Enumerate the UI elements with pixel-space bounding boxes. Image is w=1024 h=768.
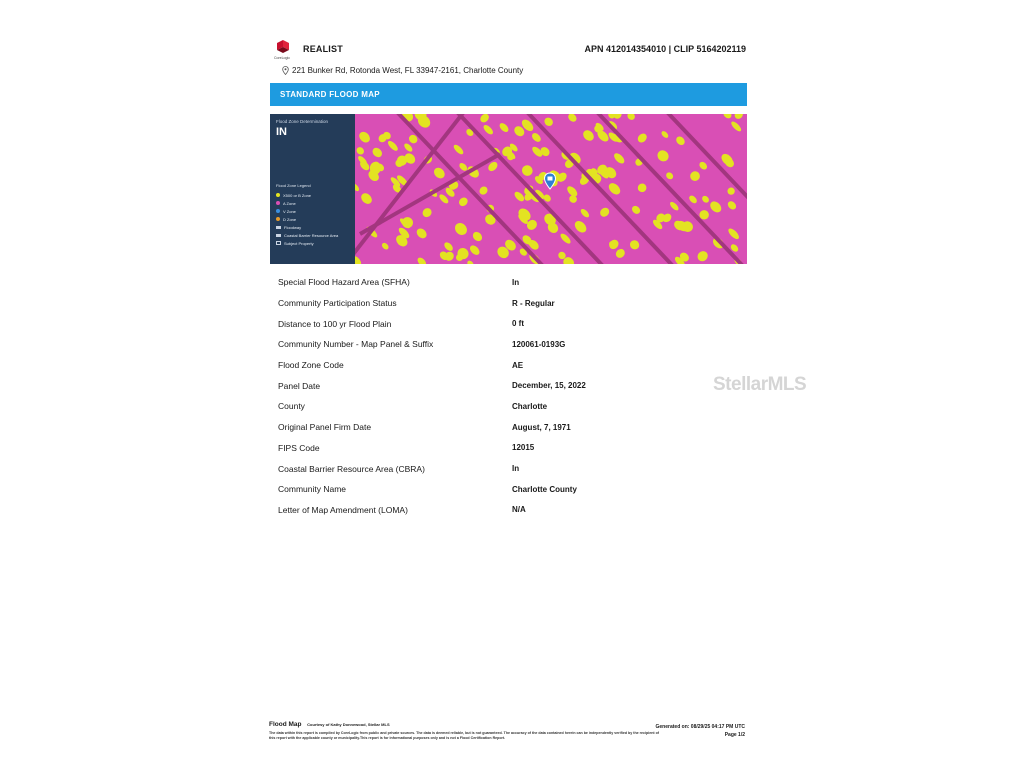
x-zone-patch [722, 114, 733, 120]
x-zone-patch [626, 114, 637, 121]
x-zone-patch [607, 181, 623, 197]
footer-disclaimer: The data within this report is compiled by CoreLogic from public and private sources. The data is deemed reliable, but is not guaranteed. The accuracy of the data contained herein can be independently verified by the recipient of this report with the applicable county or municipality.This report is for informational purposes only and is not a Flood Certification Report. [269, 731, 660, 740]
flood-zone-panel [270, 114, 355, 264]
house-icon [276, 241, 281, 245]
x-zone-patch [726, 186, 736, 196]
row-label: Special Flood Hazard Area (SFHA) [278, 277, 410, 288]
legend-label: Floodway [284, 224, 302, 230]
row-label: Panel Date [278, 380, 321, 391]
row-value: 0 ft [512, 319, 524, 329]
x-zone-patch [660, 130, 669, 139]
address-row [282, 66, 523, 75]
flood-zone-determination-value: IN [276, 126, 287, 138]
row-value: N/A [512, 505, 526, 515]
x-zone-patch [355, 146, 365, 156]
legend-dot-icon [276, 217, 280, 221]
property-address: 221 Bunker Rd, Rotonda West, FL 33947-2161, Charlotte County [292, 66, 524, 75]
x-zone-patch [457, 196, 469, 208]
x-zone-patch [730, 120, 743, 133]
legend-label: X500 or B Zone [283, 192, 312, 198]
legend-label: V Zone [283, 208, 296, 214]
legend-item [276, 215, 338, 223]
x-zone-patch [452, 143, 465, 156]
x-zone-patch [614, 247, 627, 260]
x-zone-patch [695, 249, 709, 263]
footer-courtesy: Courtesy of Kathy Donnewood, Stellar MLS [307, 722, 390, 727]
x-zone-patch [478, 185, 489, 196]
legend-label: Coastal Barrier Resource Area [284, 232, 339, 238]
x-zone-patch [421, 206, 434, 219]
x-zone-patch [359, 191, 374, 206]
flood-zone-legend [276, 191, 338, 247]
row-label: Letter of Map Amendment (LOMA) [278, 504, 408, 515]
x-zone-patch [708, 199, 723, 214]
table-row [278, 438, 738, 459]
row-label: Community Number - Map Panel & Suffix [278, 339, 434, 350]
row-value: August, 7, 1971 [512, 422, 571, 432]
flood-info-table [278, 272, 738, 520]
legend-label: D Zone [283, 216, 297, 222]
table-row [278, 375, 738, 396]
x-zone-patch [726, 200, 738, 212]
legend-item [276, 199, 338, 207]
row-label: Flood Zone Code [278, 360, 344, 371]
x-zone-patch [581, 128, 596, 143]
x-zone-patch [628, 238, 641, 251]
table-row [278, 272, 738, 293]
x-zone-patch [636, 182, 648, 194]
row-label: Original Panel Firm Date [278, 422, 372, 433]
legend-label: A Zone [283, 200, 296, 206]
x-zone-patch [415, 226, 429, 240]
x-zone-patch [733, 114, 745, 121]
x-zone-patch [466, 259, 475, 264]
x-zone-patch [630, 204, 641, 215]
table-row [278, 396, 738, 417]
logo-text: CoreLogic [274, 56, 290, 60]
row-label: FIPS Code [278, 442, 320, 453]
x-zone-patch [479, 114, 491, 124]
table-row [278, 479, 738, 500]
x-zone-patch [530, 131, 542, 143]
flood-zone-legend-title: Flood Zone Legend [276, 183, 311, 188]
x-zone-patch [573, 219, 589, 235]
x-zone-patch [579, 207, 590, 218]
legend-square-icon [276, 234, 281, 237]
table-row [278, 293, 738, 314]
flood-map [270, 114, 747, 264]
x-zone-patch [371, 146, 384, 159]
x-zone-patch [701, 194, 711, 204]
row-value: December, 15, 2022 [512, 381, 586, 391]
x-zone-patch [665, 171, 675, 181]
row-value: AE [512, 360, 524, 370]
row-label: Coastal Barrier Resource Area (CBRA) [278, 463, 425, 474]
legend-item [276, 223, 338, 231]
x-zone-patch [674, 135, 686, 147]
x-zone-patch [482, 123, 495, 136]
table-row [278, 500, 738, 521]
subject-property-pin-icon [543, 172, 557, 190]
row-value: 120061-0193G [512, 339, 566, 349]
x-zone-patch [669, 200, 680, 211]
x-zone-patch [443, 241, 455, 253]
legend-item [276, 239, 338, 247]
footer-meta [656, 723, 745, 739]
row-value: In [512, 277, 520, 287]
x-zone-patch [471, 230, 484, 243]
page-number: Page 1/2 [724, 732, 745, 738]
legend-label: Subject Property [284, 240, 314, 246]
row-value: Charlotte [512, 401, 548, 411]
x-zone-patch [432, 166, 447, 181]
corelogic-logo-icon [273, 40, 293, 60]
row-value: R - Regular [512, 298, 555, 308]
flood-map-banner [270, 83, 747, 106]
x-zone-patch [357, 130, 372, 145]
location-pin-icon [282, 66, 289, 75]
legend-dot-icon [276, 201, 280, 205]
x-zone-patch [727, 227, 741, 241]
table-row [278, 355, 738, 376]
x-zone-patch [403, 142, 414, 153]
row-label: Community Participation Status [278, 298, 397, 309]
row-value: Charlotte County [512, 484, 577, 494]
table-row [278, 458, 738, 479]
legend-dot-icon [276, 193, 280, 197]
legend-item [276, 207, 338, 215]
banner-title: STANDARD FLOOD MAP [280, 90, 380, 99]
footer-title: Flood Map [269, 721, 302, 728]
x-zone-patch [655, 148, 671, 164]
generated-timestamp: Generated on: 08/29/25 04:17 PM UTC [655, 724, 745, 730]
footer-title-row [269, 721, 390, 728]
x-zone-patch [698, 160, 709, 171]
flood-zone-determination-label: Flood Zone Determination [276, 119, 329, 124]
row-value: 12015 [512, 443, 535, 453]
x-zone-patch [381, 242, 390, 251]
row-value: In [512, 464, 520, 474]
legend-dot-icon [276, 209, 280, 213]
x-zone-patch [543, 116, 555, 128]
table-row [278, 334, 738, 355]
row-label: Distance to 100 yr Flood Plain [278, 318, 392, 329]
legend-square-icon [276, 226, 281, 229]
x-zone-patch [453, 221, 470, 238]
x-zone-patch [688, 169, 702, 183]
legend-item [276, 191, 338, 199]
x-zone-patch [513, 190, 526, 203]
x-zone-patch [520, 163, 535, 178]
x-zone-patch [612, 151, 626, 165]
x-zone-patch [468, 244, 481, 257]
x-zone-patch [567, 114, 579, 123]
row-label: County [278, 401, 305, 412]
x-zone-patch [598, 206, 611, 219]
table-row [278, 313, 738, 334]
x-zone-patch [416, 256, 428, 264]
apn-clip: APN 412014354010 | CLIP 5164202119 [584, 44, 746, 54]
x-zone-patch [688, 194, 699, 205]
table-row [278, 417, 738, 438]
legend-item [276, 231, 338, 239]
row-label: Community Name [278, 484, 347, 495]
x-zone-patch [636, 132, 649, 145]
brand-title: REALIST [303, 44, 343, 54]
x-zone-patch [386, 139, 399, 152]
x-zone-patch [498, 122, 510, 134]
stellarmls-watermark: StellarMLS [713, 374, 807, 395]
